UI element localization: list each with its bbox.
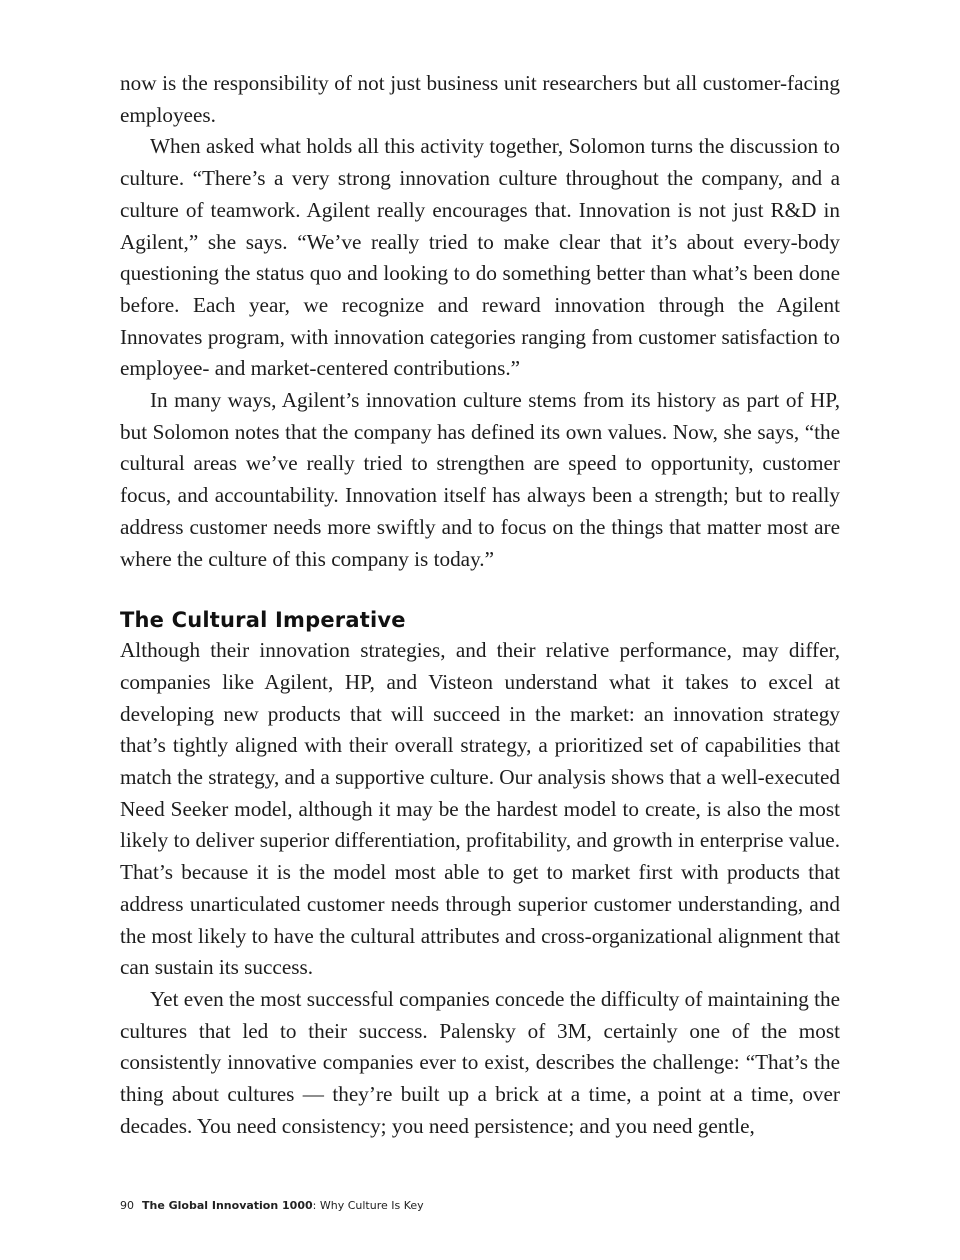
paragraph-solomon-culture: When asked what holds all this activity together, Solomon turns the discussion to culture. “There’s a very strong innovation culture throughout the company, and a culture of teamwork. Agilent really encourages that. Innovation is not just R&D in Agilent,” she says. “We’ve really tried to make clear that it’s about every-body questioning the status quo and looking to do something better than what’s been done before. Each year, we recognize and reward innovation through the Agilent Innovates program, with innovation categories ranging from customer satisfaction to employee- and market-centered contributions.” xyxy=(120,134,840,381)
book-subtitle: : Why Culture Is Key xyxy=(312,1199,424,1212)
page-footer xyxy=(120,1198,424,1214)
paragraph-agilent-history: In many ways, Agilent’s innovation culture stems from its history as part of HP, but Solomon notes that the company has defined its own values. Now, she says, “the cultural areas we’ve really tried to strengthen are speed to opportunity, customer focus, and accountability. Innovation itself has always been a strength; but to really address customer needs more swiftly and to focus on the things that matter most are where the culture of this company is today.” xyxy=(120,388,840,571)
paragraph-cultural-imperative: Although their innovation strategies, and their relative performance, may differ, companies like Agilent, HP, and Visteon understand what it takes to excel at developing new products that will succeed in the market: an innovation strategy that’s tightly aligned with their overall strategy, a prioritized set of capabilities that match the strategy, and a supportive culture. Our analysis shows that a well-executed Need Seeker model, although it may be the hardest model to create, is also the most likely to deliver superior differentiation, profitability, and growth in enterprise value. That’s because it is the model most able to get to market first with products that address unarticulated customer needs through superior customer understanding, and the most likely to have the cultural attributes and cross-organizational alignment that can sustain its success. xyxy=(120,638,840,980)
section-heading: The Cultural Imperative xyxy=(120,608,406,633)
book-title: The Global Innovation 1000 xyxy=(142,1199,313,1212)
paragraph-palensky: Yet even the most successful companies concede the difficulty of maintaining the cultures that led to their success. Palensky of 3M, certainly one of the most consistently innovative companies ever to exist, describes the challenge: “That’s the thing about cultures — they’re built up a brick at a time, a point at a time, over decades. You need consistency; you need persistence; and you need gentle, xyxy=(120,986,840,1138)
paragraph-continued: now is the responsibility of not just business unit researchers but all customer-facing employees. xyxy=(120,71,840,127)
text-column xyxy=(120,68,840,1143)
page-number: 90 xyxy=(120,1199,134,1212)
